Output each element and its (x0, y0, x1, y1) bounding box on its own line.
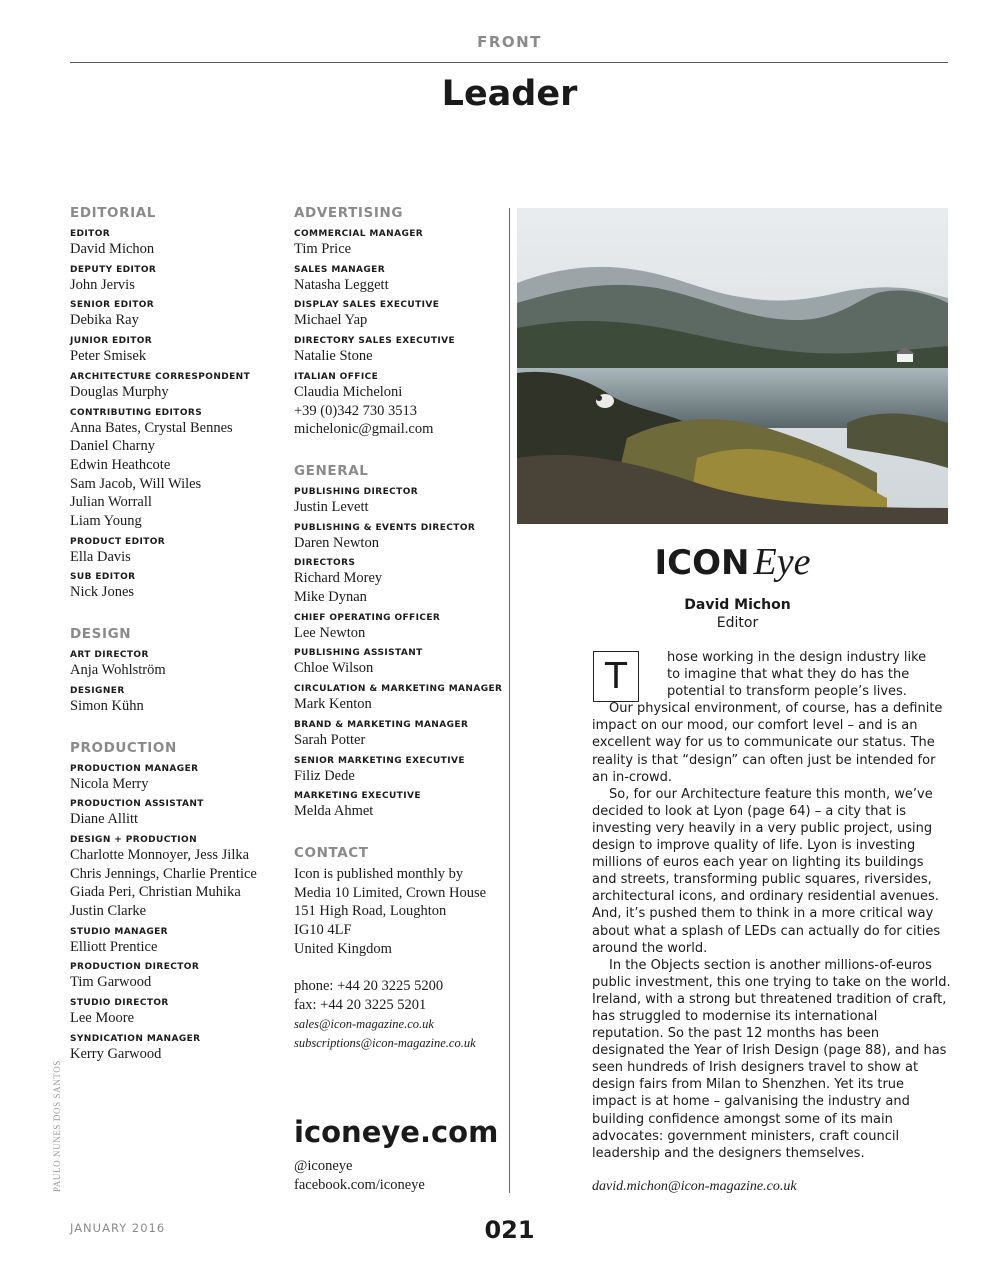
role-label: PRODUCTION ASSISTANT (70, 799, 204, 810)
production-heading: PRODUCTION (70, 739, 177, 756)
staff-name: Ella Davis (70, 548, 131, 565)
role-label: ART DIRECTOR (70, 650, 149, 661)
staff-name: Mike Dynan (294, 589, 367, 606)
staff-name: Douglas Murphy (70, 383, 169, 400)
staff-name: Daren Newton (294, 534, 379, 551)
staff-name: Elliott Prentice (70, 938, 158, 955)
staff-name: Filiz Dede (294, 767, 355, 784)
role-label: STUDIO DIRECTOR (70, 998, 169, 1009)
staff-name: Edwin Heathcote (70, 456, 171, 473)
address-line: Icon is published monthly by (294, 865, 464, 882)
social-links (294, 1157, 425, 1194)
role-label: DEPUTY EDITOR (70, 264, 157, 275)
role-label: BRAND & MARKETING MANAGER (294, 719, 469, 730)
drop-cap: T (593, 651, 639, 702)
staff-name: Sam Jacob, Will Wiles (70, 475, 202, 492)
staff-name: Giada Peri, Christian Muhika (70, 884, 241, 901)
column-brand: ICON (654, 543, 750, 583)
address-line: 151 High Road, Loughton (294, 903, 447, 920)
role-label: PUBLISHING DIRECTOR (294, 486, 419, 497)
role-label: PRODUCT EDITOR (70, 536, 166, 547)
column-divider (509, 208, 510, 1193)
contact-heading: CONTACT (294, 844, 369, 861)
role-label: CHIEF OPERATING OFFICER (294, 612, 441, 623)
article-paragraph: In the Objects section is another millions-of-euros public investment, this one trying to take on the world. Ireland, with a strong but threatened tradition of craft, has struggled to modernise its international reputation. So the past 12 months has been designated the Year of Irish Design (page 88), and has seen hundreds of Irish designers travel to show at design fairs from Milan to Shenzhen. Yet its true impact is at home – galvanising the industry and building confidence amongst some of its main advocates: government ministers, craft council leadership and the designers themselves. (592, 957, 951, 1161)
editorial-list (70, 229, 280, 602)
staff-name: Debika Ray (70, 312, 139, 329)
role-label: STUDIO MANAGER (70, 926, 169, 937)
staff-column-left (70, 203, 280, 1064)
staff-name: Lee Moore (70, 1010, 135, 1027)
article-text: Our physical environment, of course, has a definite impact on our mood, our comfort level – and is an excellent way for us to communicate our status. The reality is that “design” can often just be intended for an in-crowd. (592, 701, 943, 785)
role-label: COMMERCIAL MANAGER (294, 229, 424, 239)
staff-name: Justin Levett (294, 498, 369, 515)
staff-name: Justin Clarke (70, 903, 147, 920)
page-number: 021 (484, 1216, 535, 1244)
role-label: CIRCULATION & MARKETING MANAGER (294, 684, 503, 695)
article-body (592, 649, 952, 1162)
general-heading: GENERAL (294, 462, 369, 479)
role-label: ITALIAN OFFICE (294, 371, 379, 382)
article-line: to imagine that what they do has the (667, 667, 910, 683)
address-line: United Kingdom (294, 940, 392, 957)
twitter-handle[interactable]: @iconeye (294, 1158, 353, 1174)
staff-name: Kerry Garwood (70, 1045, 162, 1062)
article-line: potential to transform people’s lives. (667, 684, 907, 700)
staff-name: Sarah Potter (294, 731, 366, 748)
editorial-heading: EDITORIAL (70, 205, 157, 221)
author-role: Editor (716, 615, 759, 631)
phone-number: phone: +44 20 3225 5200 (294, 978, 444, 995)
facebook-link[interactable]: facebook.com/iconeye (294, 1176, 425, 1193)
staff-name: michelonic@gmail.com (294, 421, 434, 438)
staff-name: +39 (0)342 730 3513 (294, 402, 417, 419)
role-label: DIRECTORS (294, 558, 356, 569)
article-paragraph (592, 649, 952, 786)
header-rule (70, 62, 948, 63)
role-label: DESIGN + PRODUCTION (70, 834, 198, 845)
staff-name: Diane Allitt (70, 811, 139, 828)
design-heading: DESIGN (70, 626, 132, 643)
subscriptions-email-link[interactable]: subscriptions@icon-magazine.co.uk (294, 1035, 476, 1050)
role-label: SALES MANAGER (294, 264, 386, 275)
staff-name: Natasha Leggett (294, 276, 389, 293)
staff-name: Melda Ahmet (294, 803, 374, 820)
staff-name: Claudia Micheloni (294, 383, 403, 400)
sales-email-link[interactable]: sales@icon-magazine.co.uk (294, 1016, 434, 1031)
staff-name: Chris Jennings, Charlie Prentice (70, 865, 257, 882)
role-label: DISPLAY SALES EXECUTIVE (294, 300, 440, 311)
staff-name: Nick Jones (70, 584, 135, 601)
staff-name: Simon Kühn (70, 697, 144, 714)
role-label: PRODUCTION DIRECTOR (70, 962, 200, 973)
role-label: SENIOR MARKETING EXECUTIVE (294, 755, 465, 766)
staff-column-middle (294, 203, 506, 1053)
role-label: DIRECTORY SALES EXECUTIVE (294, 336, 456, 347)
staff-name: Tim Price (294, 241, 352, 257)
staff-name: Michael Yap (294, 312, 368, 329)
staff-name: Lee Newton (294, 624, 366, 641)
column-brand-italic: Eye (753, 541, 811, 583)
section-label: FRONT (477, 33, 542, 51)
staff-name: David Michon (70, 241, 155, 257)
fax-number: fax: +44 20 3225 5201 (294, 997, 427, 1014)
staff-name: Charlotte Monnoyer, Jess Jilka (70, 846, 250, 863)
staff-name: Mark Kenton (294, 696, 372, 713)
staff-name: Daniel Charny (70, 438, 155, 455)
role-label: EDITOR (70, 229, 111, 239)
role-label: SENIOR EDITOR (70, 300, 155, 311)
general-list (294, 487, 506, 821)
landscape-photo (517, 208, 948, 524)
advertising-list (294, 229, 506, 439)
address-line: Media 10 Limited, Crown House (294, 884, 487, 901)
staff-name: Anna Bates, Crystal Bennes (70, 419, 233, 436)
role-label: SYNDICATION MANAGER (70, 1033, 201, 1044)
production-list (70, 764, 280, 1064)
staff-name: Natalie Stone (294, 348, 373, 365)
staff-name: Richard Morey (294, 570, 383, 587)
staff-name: Chloe Wilson (294, 660, 374, 677)
column-title (517, 540, 948, 584)
author-email-link[interactable]: david.michon@icon-magazine.co.uk (592, 1179, 797, 1194)
role-label: PRODUCTION MANAGER (70, 763, 199, 774)
address-line: IG10 4LF (294, 922, 352, 939)
staff-name: Nicola Merry (70, 775, 149, 792)
role-label: PUBLISHING & EVENTS DIRECTOR (294, 522, 476, 533)
role-label: PUBLISHING ASSISTANT (294, 648, 423, 659)
role-label: SUB EDITOR (70, 572, 136, 583)
article-line: hose working in the design industry like (667, 650, 927, 665)
contact-address (294, 865, 506, 959)
role-label: DESIGNER (70, 685, 125, 696)
website-link[interactable]: iconeye.com (294, 1115, 499, 1149)
design-list (70, 650, 280, 715)
staff-name: Julian Worrall (70, 494, 152, 511)
role-label: JUNIOR EDITOR (70, 336, 153, 347)
staff-name: Peter Smisek (70, 348, 147, 365)
issue-date: JANUARY 2016 (70, 1221, 166, 1235)
staff-name: John Jervis (70, 276, 135, 293)
staff-name: Liam Young (70, 513, 142, 530)
role-label: MARKETING EXECUTIVE (294, 791, 421, 802)
article-paragraph: So, for our Architecture feature this month, we’ve decided to look at Lyon (page 64) – a city that is investing very heavily in a very public project, using design to improve quality of life. Lyon is investing millions of euros each year on lighting its buildings and streets, transforming public squares, riversides, architectural icons, and ordinary residential avenues. And, it’s pushed them to think in a more critical way about what a splash of LEDs can actually do for cities around the world. (592, 786, 941, 956)
role-label: CONTRIBUTING EDITORS (70, 407, 203, 418)
byline (517, 596, 958, 632)
photo-credit: PAULO NUNES DOS SANTOS (52, 1060, 62, 1192)
author-name: David Michon (684, 597, 791, 613)
role-label: ARCHITECTURE CORRESPONDENT (70, 371, 251, 382)
page-title: Leader (441, 74, 578, 114)
staff-name: Tim Garwood (70, 974, 152, 991)
advertising-heading: ADVERTISING (294, 205, 404, 221)
staff-name: Anja Wohlström (70, 662, 166, 679)
